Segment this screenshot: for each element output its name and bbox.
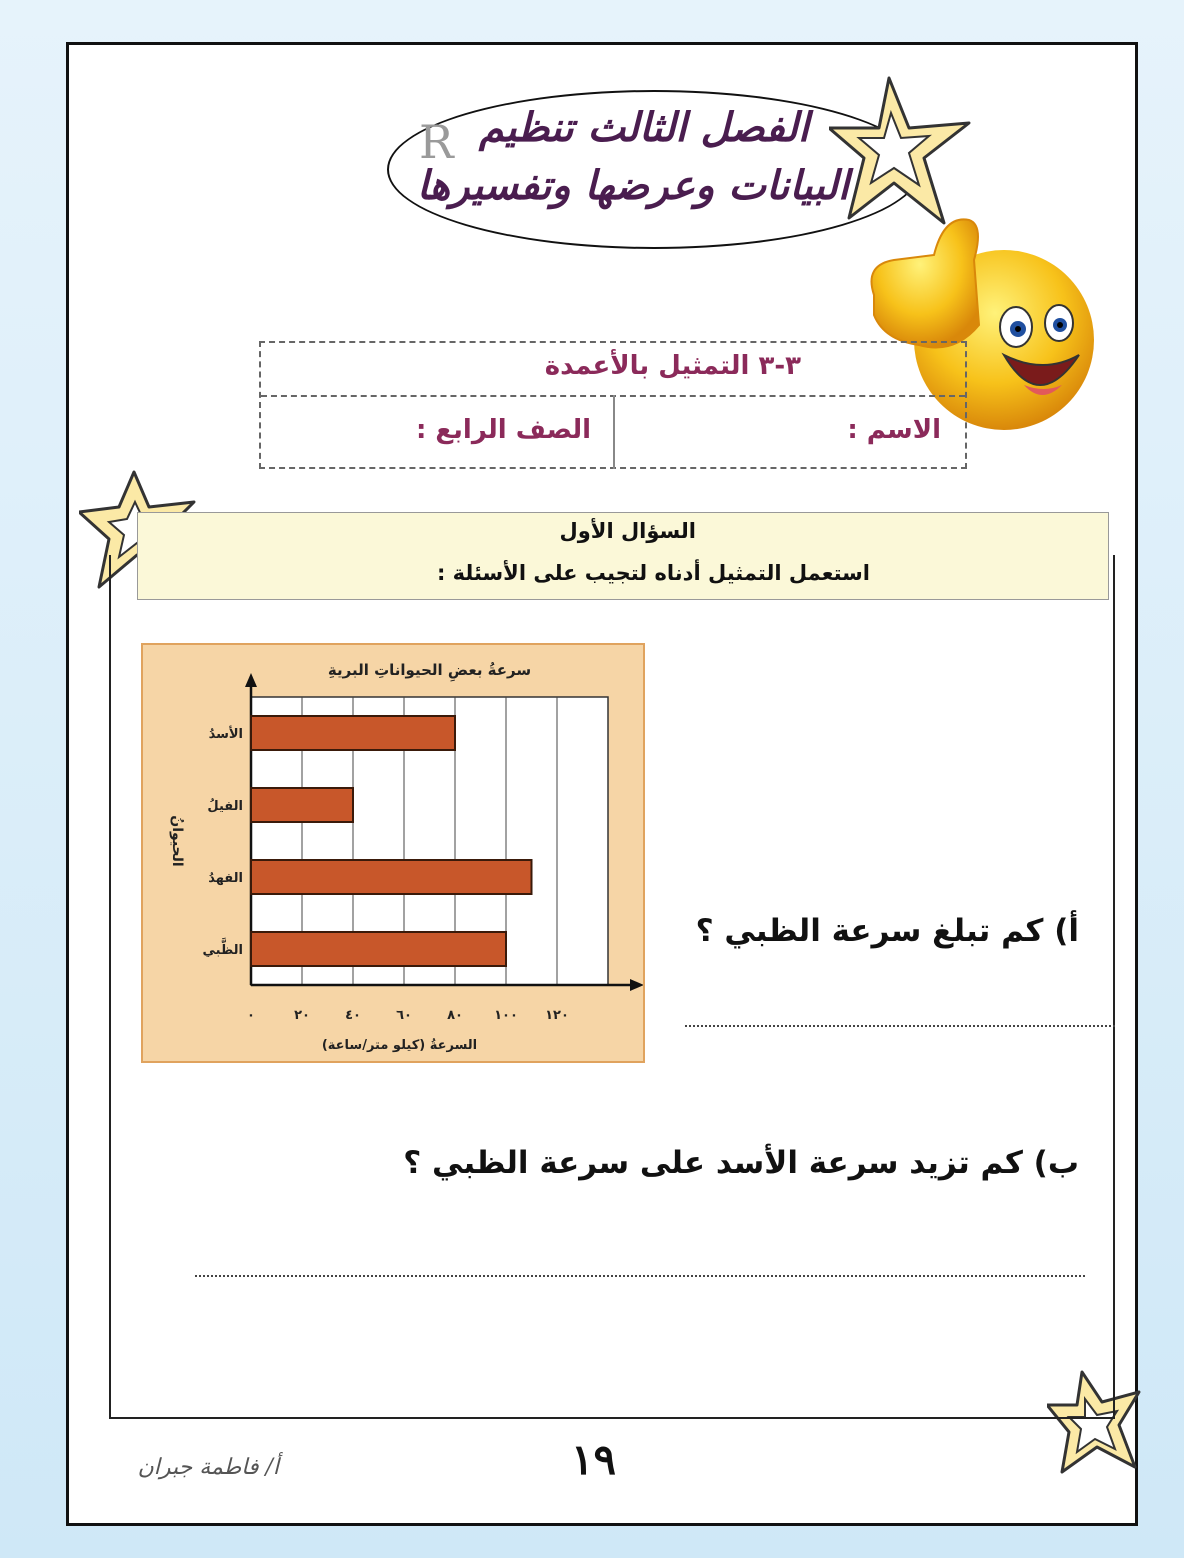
question-instruction: استعمل التمثيل أدناه لتجيب على الأسئلة :: [436, 561, 870, 585]
bar-2: [251, 788, 353, 822]
divider: [613, 395, 615, 469]
grade-label: الصف الرابع :: [415, 415, 591, 445]
author-signature: أ/ فاطمة جبران: [137, 1455, 279, 1480]
worksheet-page: [66, 42, 1138, 1526]
question-heading: السؤال الأول: [559, 519, 696, 543]
category-label: الفهدُ: [208, 871, 243, 886]
lesson-title: ٣-٣ التمثيل بالأعمدة: [544, 351, 801, 381]
category-label: الفيلُ: [207, 799, 243, 814]
question-banner: [137, 512, 1109, 600]
name-label: الاسم :: [847, 415, 941, 445]
x-tick-label: ٨٠: [447, 1008, 463, 1023]
chapter-title-line1: الفصل الثالث تنظيم: [478, 105, 809, 151]
y-axis-arrow: [245, 673, 257, 687]
bar-1: [251, 716, 455, 750]
x-tick-label: ٠: [247, 1008, 255, 1023]
y-axis-label: الحيوانُ: [169, 815, 185, 867]
page-number: ١٩: [571, 1435, 617, 1484]
logo-letter: R: [419, 115, 454, 169]
x-tick-label: ٢٠: [294, 1008, 310, 1023]
x-tick-label: ١٠٠: [494, 1008, 518, 1023]
chart-svg: [143, 645, 643, 1061]
question-a: أ) كم تبلغ سرعة الظبي ؟: [695, 913, 1079, 949]
answer-line-b[interactable]: [195, 1275, 1085, 1277]
category-label: الأسدُ: [208, 727, 243, 742]
bar-chart: [141, 643, 645, 1063]
question-b: ب) كم تزيد سرعة الأسد على سرعة الظبي ؟: [403, 1145, 1079, 1181]
x-tick-label: ٤٠: [345, 1008, 361, 1023]
x-tick-label: ٦٠: [396, 1008, 412, 1023]
category-label: الظَّبي: [202, 943, 243, 958]
chart-title: سرعةُ بعضِ الحيواناتِ البريةِ: [327, 661, 532, 679]
answer-line-a[interactable]: [685, 1025, 1115, 1027]
x-axis-label: السرعةُ (كيلو متر/ساعة): [321, 1038, 478, 1053]
bar-4: [251, 932, 506, 966]
chapter-title-line2: البيانات وعرضها وتفسيرها: [416, 163, 849, 209]
x-axis-arrow: [630, 979, 643, 991]
bar-3: [251, 860, 532, 894]
student-info-box: [259, 341, 967, 469]
x-tick-label: ١٢٠: [545, 1008, 569, 1023]
